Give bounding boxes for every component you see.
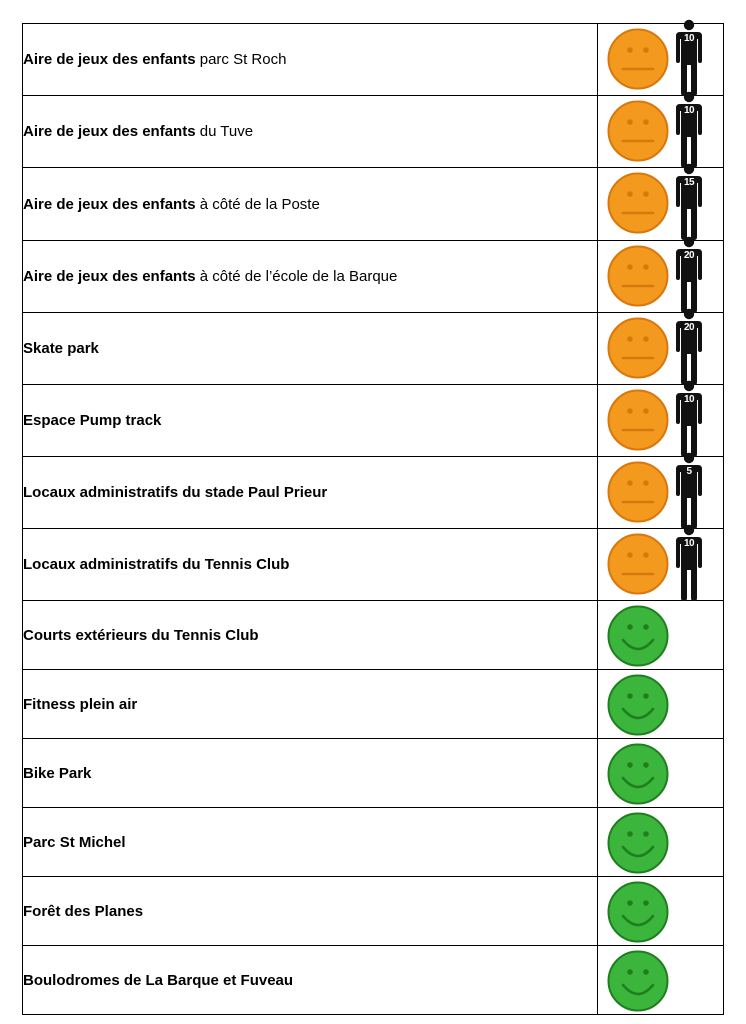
neutral-face-icon [606,27,670,91]
facility-name-bold: Boulodromes de La Barque et Fuveau [23,971,294,989]
person-icon [673,380,705,458]
facility-name-cell [23,529,598,601]
table-row [23,168,724,241]
status-cell [598,670,724,739]
capacity-count: 15 [683,177,695,188]
facility-name-bold: Courts extérieurs du Tennis Club [23,626,259,644]
capacity-count: 10 [683,33,695,44]
status-cell [598,529,724,601]
table-row [23,96,724,168]
status-cell [598,241,724,313]
facility-name-bold: Fitness plein air [23,695,138,713]
status-cell [598,313,724,385]
table-row [23,24,724,96]
status-cell [598,168,724,241]
facility-name-cell [23,385,598,457]
facility-name-cell [23,877,598,946]
table-row [23,877,724,946]
smiley-face-icon [606,742,670,806]
facility-name-cell [23,457,598,529]
neutral-face-icon [606,532,670,596]
facility-name-detail: à côté de la Poste [195,195,320,213]
capacity-count: 10 [683,538,695,549]
person-icon [673,163,705,241]
table-row [23,601,724,670]
capacity-count: 20 [683,322,695,333]
status-cell [598,24,724,96]
status-cell [598,385,724,457]
person-icon [673,308,705,386]
smiley-face-icon [606,811,670,875]
facility-name-cell [23,946,598,1015]
facility-name-detail: du Tuve [195,123,254,140]
person-icon [673,524,705,602]
table-row [23,670,724,739]
neutral-face-icon [606,244,670,308]
facility-name-cell [23,168,598,241]
capacity-count: 5 [686,466,692,477]
facility-name-bold: Aire de jeux des enfants [23,195,196,213]
facility-name-bold: Aire de jeux des enfants [23,51,196,68]
smiley-face-icon [606,880,670,944]
status-cell [598,601,724,670]
neutral-face-icon [606,99,670,163]
status-cell [598,739,724,808]
facility-name-cell [23,670,598,739]
capacity-count: 20 [683,250,695,261]
table-row [23,808,724,877]
facility-name-cell [23,739,598,808]
neutral-face-icon [606,171,670,235]
capacity-count: 10 [683,105,695,116]
facility-name-detail: parc St Roch [195,51,287,68]
table-body [23,24,724,1015]
status-cell [598,457,724,529]
table-row [23,739,724,808]
neutral-face-icon [606,316,670,380]
smiley-face-icon [606,604,670,668]
neutral-face-icon [606,460,670,524]
facility-table [22,23,724,1015]
facility-name-bold: Parc St Michel [23,833,126,851]
table-row [23,313,724,385]
facility-name-cell [23,24,598,96]
person-icon [673,19,705,97]
smiley-face-icon [606,673,670,737]
status-cell [598,808,724,877]
status-cell [598,96,724,168]
table-row [23,457,724,529]
facility-name-bold: Aire de jeux des enfants [23,123,196,140]
person-icon [673,452,705,530]
person-icon [673,236,705,314]
facility-name-cell [23,808,598,877]
smiley-face-icon [606,949,670,1013]
table-row [23,946,724,1015]
person-icon [673,91,705,169]
table-row [23,529,724,601]
facility-name-bold: Locaux administratifs du stade Paul Prieur [23,484,328,501]
facility-name-bold: Aire de jeux des enfants [23,268,196,285]
facility-name-detail: à côté de l’école de la Barque [195,268,398,285]
facility-name-cell [23,96,598,168]
table-row [23,241,724,313]
status-cell [598,946,724,1015]
facility-name-bold: Espace Pump track [23,412,162,429]
capacity-count: 10 [683,394,695,405]
neutral-face-icon [606,388,670,452]
facility-name-cell [23,601,598,670]
facility-name-bold: Forêt des Planes [23,902,144,920]
status-cell [598,877,724,946]
facility-name-cell [23,241,598,313]
table-row [23,385,724,457]
facility-name-bold: Locaux administratifs du Tennis Club [23,556,290,573]
facility-name-bold: Skate park [23,340,99,357]
facility-name-cell [23,313,598,385]
facility-name-bold: Bike Park [23,764,92,782]
